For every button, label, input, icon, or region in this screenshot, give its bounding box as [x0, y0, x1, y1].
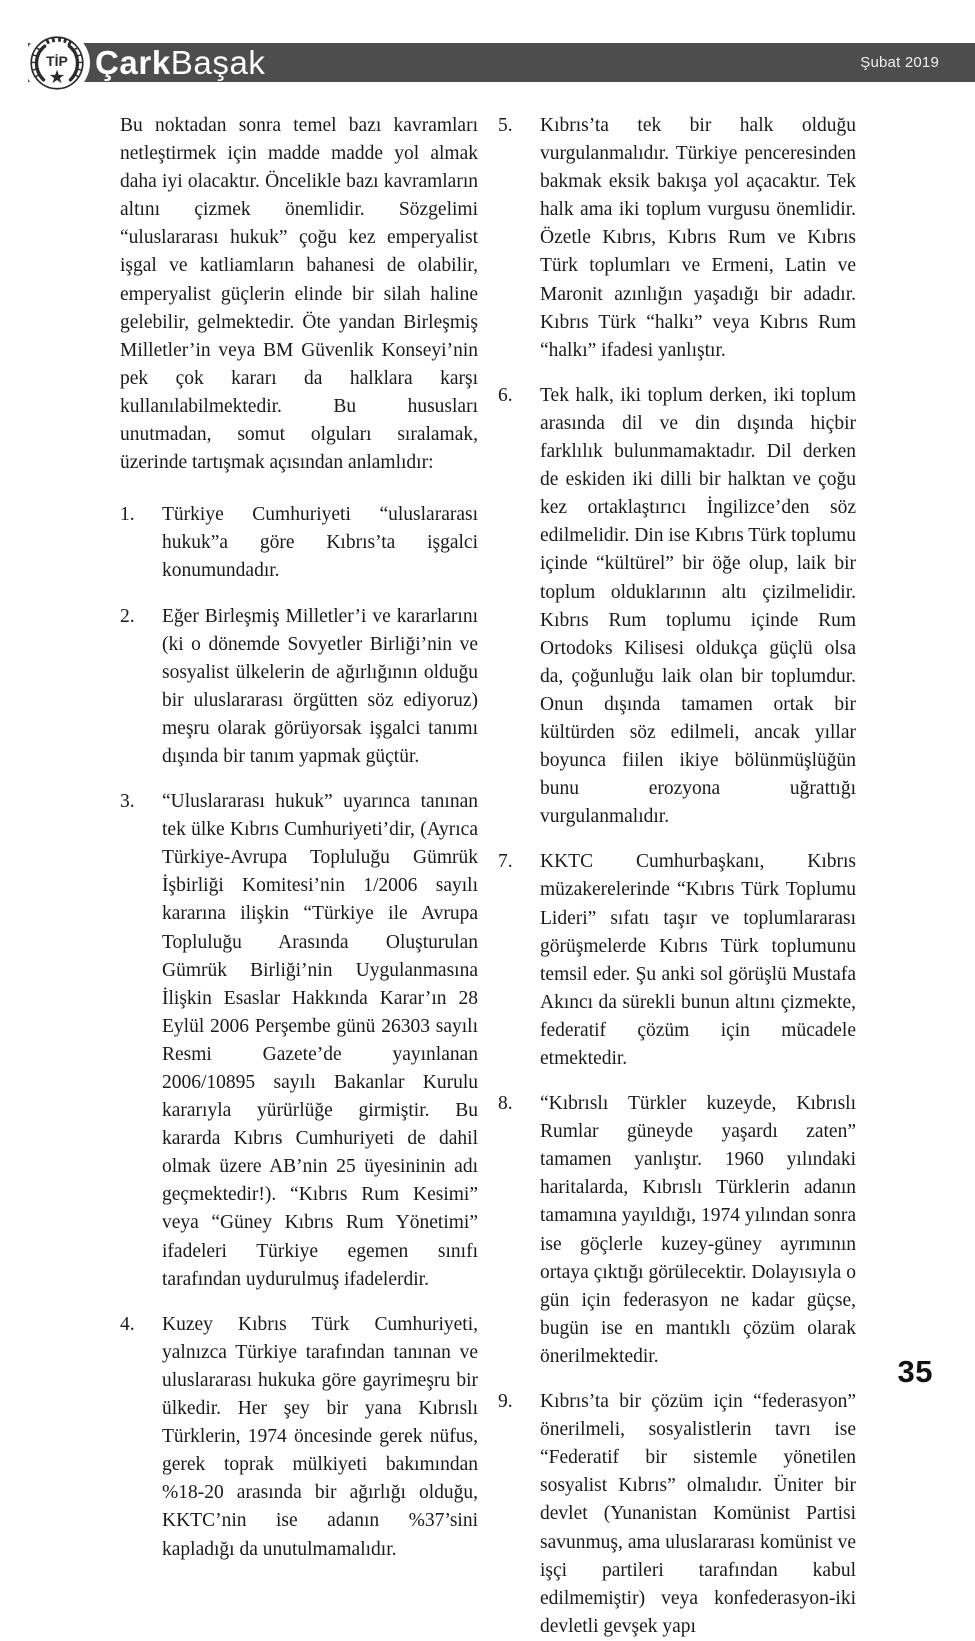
list-item-number: 5. [498, 115, 513, 136]
list-item [120, 603, 478, 772]
list-item-text: Türkiye Cumhuriyeti “uluslararası hukuk”a göre Kıbrıs’ta işgalci konumundadır. [162, 504, 478, 582]
list-item-number: 1. [120, 504, 135, 526]
list-item-number: 8. [498, 1093, 513, 1115]
list-item [498, 1388, 856, 1641]
list-item [120, 501, 478, 585]
page-number: 35 [897, 1354, 933, 1389]
list-item [498, 1090, 856, 1371]
issue-date: Şubat 2019 [860, 54, 939, 71]
list-item-number: 4. [120, 1313, 135, 1335]
list-item-text: Kıbrıs’ta tek bir halk olduğu vurgulanmalıdır. Türkiye penceresinden bakmak eksik bakışa yol açacaktır. Tek halk ama iki toplum vurgusu önemlidir. Özetle Kıbrıs, Kıbrıs Rum ve Kıbrıs Türk toplumları ve Ermeni, Latin ve Maronit azınlığın yaşadığı bir adadır. Kıbrıs Türk “halkı” veya Kıbrıs Rum “halkı” ifadesi yanlıştır. [540, 115, 856, 361]
list-item-text: Kuzey Kıbrıs Türk Cumhuriyeti, yalnızca Türkiye tarafından tanınan ve uluslararası hukuka göre gayrimeşru bir ülkedir. Her şey bir yana Kıbrıslı Türklerin, 1974 öncesinde gerek nüfus, gerek toprak mülkiyeti bakımından %18-20 arasında bir ağırlığı olduğu, KKTC’nin ise adanın %37’sini kapladığı da unutulmamalıdır. [162, 1313, 478, 1560]
list-item-number: 6. [498, 384, 513, 406]
list-item [120, 788, 478, 1294]
list-item-number: 2. [120, 605, 135, 627]
publication-title-bold: Çark [95, 44, 171, 81]
list-item-number: 3. [120, 791, 135, 813]
list-item [120, 1311, 478, 1564]
column-right [498, 112, 856, 1641]
list-item-text: Tek halk, iki toplum derken, iki toplum arasında dil ve din dışında hiçbir farklılık bulunmamaktadır. Dil derken de eskiden iki dilli bir halktan ve çoğu kez ortaklaştırıcı İngilizce’den söz edilmelidir. Din ise Kıbrıs Türk toplumu içinde “kültürel” bir öğe olup, laik bir toplum olduklarının altı çizilmelidir. Kıbrıs Rum toplumu içinde Rum Ortodoks Kilisesi oldukça güçlü olsa da, çoğunluğu laik olan bir toplumdur. Onun dışında tamamen ortak bir kültürden söz edilmeli, ancak yıllar boyunca fiilen ikiye bölünmüşlüğün bunu erozyona uğrattığı vurgulanmalıdır. [540, 384, 856, 828]
tip-logo-text: TİP [46, 52, 68, 69]
list-item [498, 112, 856, 365]
lead-paragraph: Bu noktadan sonra temel bazı kavramları netleştirmek için madde madde yol almak daha iyi olacaktır. Öncelikle bazı kavramların altını çizmek önemlidir. Sözgelimi “uluslararası hukuk” çoğu kez emperyalist işgal ve katliamların bahanesi de olabilir, emperyalist güçlerin elinde bir silah haline gelebilir, gelmektedir. Öte yandan Birleşmiş Milletler’in veya BM Güvenlik Konseyi’nin pek çok kararı da halklara karşı kullanılabilmektedir. Bu hususları unutmadan, somut olguları sıralamak, üzerinde tartışmak açısından anlamlıdır: [120, 115, 478, 474]
numbered-list-left [120, 501, 478, 1563]
list-item-text: “Uluslararası hukuk” uyarınca tanınan tek ülke Kıbrıs Cumhuriyeti’dir, (Ayrıca Türkiye-Avrupa Topluluğu Gümrük İşbirliği Komitesi’nin 1/2006 sayılı kararına ilişkin “Türkiye ile Avrupa Topluluğu Arasında Oluşturulan Gümrük Birliği’nin Uygulanmasına İlişkin Esaslar Hakkında Karar’ın 28 Eylül 2006 Perşembe günü 26303 sayılı Resmi Gazete’de yayınlanan 2006/10895 sayılı Bakanlar Kurulu kararıyla yürürlüğe girmiştir. Bu kararda Kıbrıs Cumhuriyeti de dahil olmak üzere AB’nin 25 üyesininin adı geçmektedir!). “Kıbrıs Rum Kesimi” veya “Güney Kıbrıs Rum Yönetimi” ifadeleri Türkiye egemen sınıfı tarafından uydurulmuş ifadelerdir. [162, 791, 478, 1290]
list-item-number: 9. [498, 1391, 513, 1413]
list-item-text: Eğer Birleşmiş Milletler’i ve kararlarını (ki o dönemde Sovyetler Birliği’nin ve sosyalist ülkelerin de ağırlığının olduğu bir uluslararası örgütten söz ediyoruz) meşru olarak görüyorsak işgalci tanımı dışında bir tanım yapmak güçtür. [162, 605, 478, 767]
numbered-list-right [498, 112, 856, 1641]
list-item-text: “Kıbrıslı Türkler kuzeyde, Kıbrıslı Rumlar güneyde yaşardı zaten” tamamen yanlıştır. 1960 yılındaki haritalarda, Kıbrıslı Türklerin adanın tamamına yayıldığı, 1974 yılından sonra ise göçlerle kuzey-güney ayrımının ortaya çıktığı görülecektir. Dolayısıyla o gün için federasyon ne kadar güçse, bugün ise en mantıklı çözüm olarak önerilmektedir. [540, 1093, 856, 1367]
list-item-text: KKTC Cumhurbaşkanı, Kıbrıs müzakerelerinde “Kıbrıs Türk Toplumu Lideri” sıfatı taşır ve toplumlararası görüşmelerde Kıbrıs Türk toplumunu temsil eder. Şu anki sol görüşlü Mustafa Akıncı da sürekli bunun altını çizmekte, federatif çözüm için mücadele etmektedir. [540, 851, 856, 1069]
list-item [498, 382, 856, 832]
publication-title [95, 43, 266, 82]
publication-title-light: Başak [170, 44, 266, 81]
list-item-number: 7. [498, 851, 513, 873]
page-masthead [0, 0, 975, 110]
column-left [120, 112, 478, 1564]
tip-emblem-icon [29, 35, 85, 91]
list-item-text: Kıbrıs’ta bir çözüm için “federasyon” önerilmeli, sosyalistlerin tavrı ise “Federatif bir sistemle yönetilen sosyalist Kıbrıs” olmalıdır. Üniter bir devlet (Yunanistan Komünist Partisi savunmuş, ama uluslararası komünist ve işçi partileri tarafından kabul edilmemiştir) veya konfederasyon-iki devletli gevşek yapı [540, 1391, 856, 1637]
list-item [498, 848, 856, 1073]
